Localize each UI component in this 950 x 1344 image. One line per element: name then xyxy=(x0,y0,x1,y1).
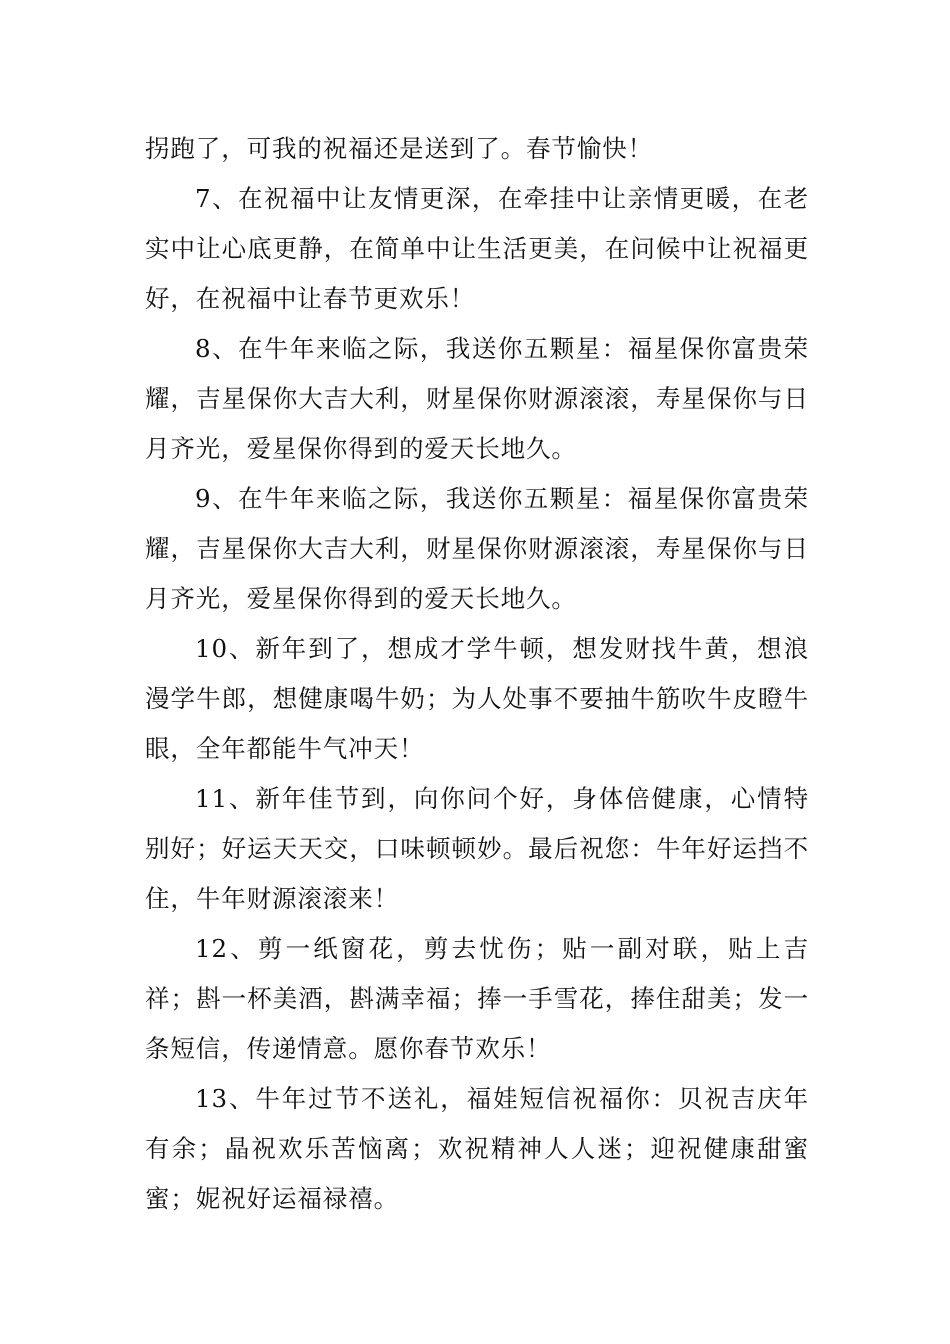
paragraph-11: 11、新年佳节到，向你问个好，身体倍健康，心情特别好；好运天天交，口味顿顿妙。最后祝您：牛年好运挡不住，牛年财源滚滚来！ xyxy=(145,784,809,913)
paragraph-8: 8、在牛年来临之际，我送你五颗星：福星保你富贵荣耀，吉星保你大吉大利，财星保你财源滚滚，寿星保你与日月齐光，爱星保你得到的爱天长地久。 xyxy=(145,334,809,463)
paragraph-10: 10、新年到了，想成才学牛顿，想发财找牛黄，想浪漫学牛郎，想健康喝牛奶；为人处事不要抽牛筋吹牛皮瞪牛眼，全年都能牛气冲天！ xyxy=(145,634,809,763)
paragraph-7: 7、在祝福中让友情更深，在牵挂中让亲情更暖，在老实中让心底更静，在简单中让生活更美，在问候中让祝福更好，在祝福中让春节更欢乐！ xyxy=(145,184,809,313)
paragraph-continuation: 拐跑了，可我的祝福还是送到了。春节愉快！ xyxy=(145,134,653,163)
document-body xyxy=(145,124,809,1224)
paragraph-9: 9、在牛年来临之际，我送你五颗星：福星保你富贵荣耀，吉星保你大吉大利，财星保你财源滚滚，寿星保你与日月齐光，爱星保你得到的爱天长地久。 xyxy=(145,484,809,613)
paragraph-12: 12、剪一纸窗花，剪去忧伤；贴一副对联，贴上吉祥；斟一杯美酒，斟满幸福；捧一手雪花，捧住甜美；发一条短信，传递情意。愿你春节欢乐！ xyxy=(145,934,809,1063)
paragraph-13: 13、牛年过节不送礼，福娃短信祝福你：贝祝吉庆年有余；晶祝欢乐苦恼离；欢祝精神人人迷；迎祝健康甜蜜蜜；妮祝好运福禄禧。 xyxy=(145,1084,809,1213)
